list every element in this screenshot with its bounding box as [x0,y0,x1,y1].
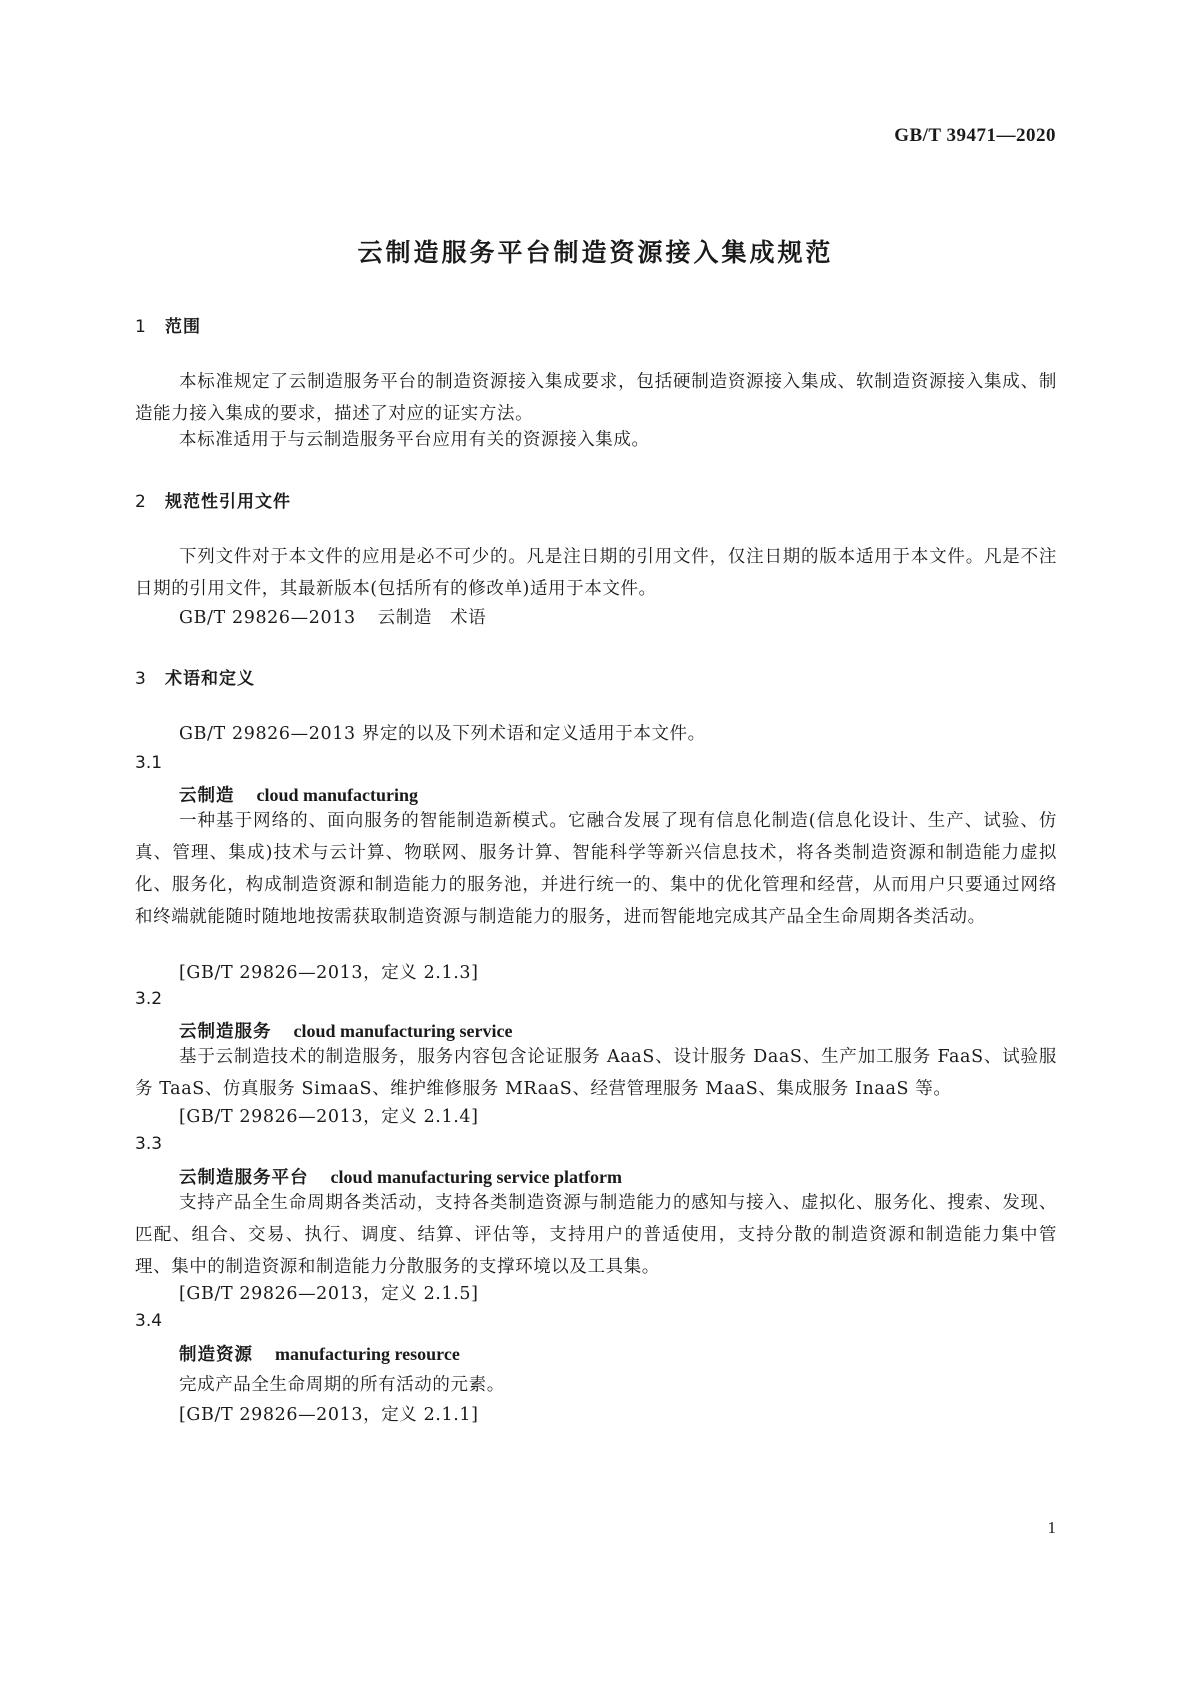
terms-intro: GB/T 29826—2013 界定的以及下列术语和定义适用于本文件。 [179,724,706,744]
term-source: [GB/T 29826—2013，定义 2.1.5] [179,1284,479,1304]
term-heading [179,782,418,807]
term-definition: 完成产品全生命周期的所有活动的元素。 [179,1375,505,1395]
section-title: 范围 [165,317,201,337]
term-en: manufacturing resource [275,1344,460,1364]
term-definition: 一种基于网络的、面向服务的智能制造新模式。它融合发展了现有信息化制造(信息化设计、生产、试验、仿真、管理、集成)技术与云计算、物联网、服务计算、智能科学等新兴信息技术，将各类制造资源和制造能力虚拟化、服务化，构成制造资源和制造能力的服务池，并进行统一的、集中的优化管理和经营，从而用户只要通过网络和终端就能随时随地地按需获取制造资源与制造能力的服务，进而智能地完成其产品全生命周期各类活动。 [135,811,1057,927]
section-title: 术语和定义 [165,669,255,689]
term-heading [179,1018,512,1043]
term-en: cloud manufacturing service [293,1021,513,1041]
section-number: 2 [135,492,147,512]
term-definition: 支持产品全生命周期各类活动，支持各类制造资源与制造能力的感知与接入、虚拟化、服务化、搜索、发现、匹配、组合、交易、执行、调度、结算、评估等，支持用户的普适使用，支持分散的制造资源和制造能力集中管理、集中的制造资源和制造能力分散服务的支撑环境以及工具集。 [135,1193,1057,1277]
section-heading-normative-references [135,487,291,512]
page-number: 1 [1047,1518,1056,1537]
term-source: [GB/T 29826—2013，定义 2.1.4] [179,1107,479,1127]
reference-title: 云制造 术语 [377,608,487,628]
document-title: 云制造服务平台制造资源接入集成规范 [357,238,834,267]
term-zh: 云制造服务 [179,1022,272,1042]
term-heading [179,1341,460,1366]
references-paragraph: 下列文件对于本文件的应用是必不可少的。凡是注日期的引用文件，仅注日期的版本适用于本文件。凡是不注日期的引用文件，其最新版本(包括所有的修改单)适用于本文件。 [135,547,1057,599]
section-heading-scope [135,312,201,337]
term-heading [179,1164,622,1189]
section-number: 1 [135,317,147,337]
term-zh: 云制造 [179,786,235,806]
section-number: 3 [135,669,147,689]
term-source: [GB/T 29826—2013，定义 2.1.1] [179,1405,479,1425]
term-zh: 制造资源 [179,1345,253,1365]
term-number: 3.1 [135,753,163,773]
section-title: 规范性引用文件 [165,492,291,512]
reference-entry [179,604,486,629]
term-zh: 云制造服务平台 [179,1168,309,1188]
section-heading-terms [135,664,255,689]
term-number: 3.3 [135,1134,163,1154]
term-number: 3.4 [135,1311,163,1331]
scope-paragraph-1: 本标准规定了云制造服务平台的制造资源接入集成要求，包括硬制造资源接入集成、软制造资源接入集成、制造能力接入集成的要求，描述了对应的证实方法。 [135,372,1057,424]
term-definition: 基于云制造技术的制造服务，服务内容包含论证服务 AaaS、设计服务 DaaS、生产加工服务 FaaS、试验服务 TaaS、仿真服务 SimaaS、维护维修服务 MRaaS、经营管理服务 MaaS、集成服务 InaaS 等。 [135,1047,1057,1099]
standard-code: GB/T 39471—2020 [894,125,1056,146]
scope-paragraph-2: 本标准适用于与云制造服务平台应用有关的资源接入集成。 [179,430,650,450]
reference-code: GB/T 29826—2013 [179,608,356,628]
term-source: [GB/T 29826—2013，定义 2.1.3] [179,963,479,983]
term-number: 3.2 [135,989,163,1009]
term-en: cloud manufacturing service platform [330,1167,622,1187]
term-en: cloud manufacturing [256,785,419,805]
